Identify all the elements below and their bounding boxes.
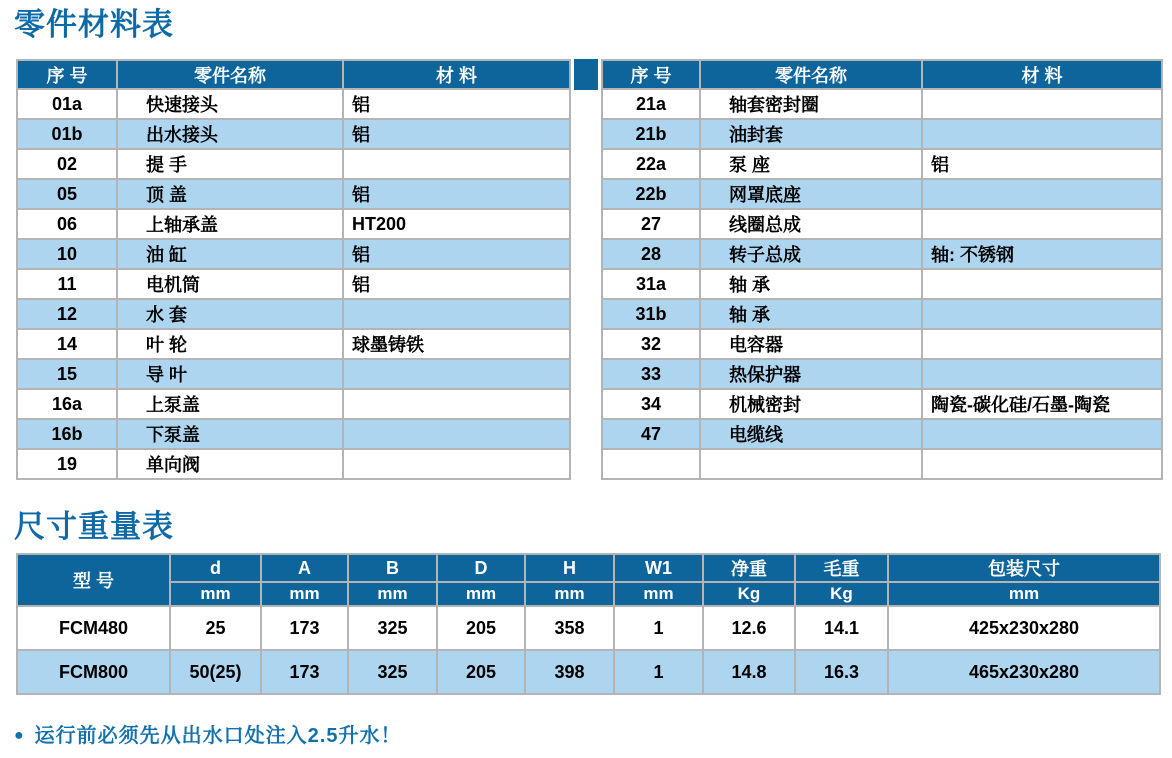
cell-serial-number: 15 — [17, 359, 117, 389]
cell-part-name: 轴 承 — [700, 269, 922, 299]
parts-row — [17, 119, 570, 149]
cell-value: 25 — [170, 606, 261, 650]
cell-part-name — [700, 449, 922, 479]
cell-material — [922, 329, 1162, 359]
cell-serial-number: 14 — [17, 329, 117, 359]
cell-part-name: 油封套 — [700, 119, 922, 149]
cell-material — [343, 389, 570, 419]
cell-value: 173 — [261, 606, 348, 650]
parts-table-right — [601, 59, 1163, 480]
cell-part-name: 上泵盖 — [117, 389, 343, 419]
cell-model: FCM800 — [17, 650, 170, 694]
cell-serial-number — [602, 449, 700, 479]
cell-serial-number: 06 — [17, 209, 117, 239]
unit-h: mm — [525, 582, 614, 606]
cell-material — [922, 179, 1162, 209]
cell-material: 铝 — [343, 179, 570, 209]
parts-row — [17, 269, 570, 299]
cell-part-name: 泵 座 — [700, 149, 922, 179]
cell-material: 铝 — [343, 89, 570, 119]
cell-part-name: 电机筒 — [117, 269, 343, 299]
col-header-name: 零件名称 — [700, 60, 922, 89]
cell-part-name: 上轴承盖 — [117, 209, 343, 239]
cell-serial-number: 32 — [602, 329, 700, 359]
col-header-w1: W1 — [614, 554, 703, 582]
cell-material — [922, 419, 1162, 449]
parts-table-left — [16, 59, 571, 480]
cell-material: 陶瓷-碳化硅/石墨-陶瓷 — [922, 389, 1162, 419]
parts-row — [602, 269, 1162, 299]
dimensions-weight-table — [16, 553, 1161, 695]
cell-serial-number: 10 — [17, 239, 117, 269]
table-gap-header-block — [574, 59, 598, 90]
cell-material — [343, 449, 570, 479]
cell-part-name: 下泵盖 — [117, 419, 343, 449]
cell-part-name: 轴 承 — [700, 299, 922, 329]
parts-row — [602, 89, 1162, 119]
cell-material: 铝 — [922, 149, 1162, 179]
col-header-b: B — [348, 554, 437, 582]
parts-row — [602, 359, 1162, 389]
dimensions-row — [17, 606, 1160, 650]
col-header-no: 序 号 — [602, 60, 700, 89]
cell-material — [922, 209, 1162, 239]
cell-material — [343, 149, 570, 179]
warning-note — [14, 719, 1172, 748]
cell-material — [922, 89, 1162, 119]
cell-part-name: 油 缸 — [117, 239, 343, 269]
parts-row — [17, 149, 570, 179]
cell-value: 14.1 — [795, 606, 888, 650]
col-header-net-weight: 净重 — [703, 554, 795, 582]
bullet-icon: ● — [14, 727, 25, 745]
parts-row — [17, 179, 570, 209]
col-header-package-size: 包装尺寸 — [888, 554, 1160, 582]
cell-value: 358 — [525, 606, 614, 650]
cell-part-name: 水 套 — [117, 299, 343, 329]
parts-row — [602, 209, 1162, 239]
col-header-gross-weight: 毛重 — [795, 554, 888, 582]
cell-material — [922, 449, 1162, 479]
cell-serial-number: 16a — [17, 389, 117, 419]
cell-material — [922, 359, 1162, 389]
cell-material — [922, 299, 1162, 329]
dimensions-table-title: 尺寸重量表 — [14, 509, 174, 545]
col-header-material: 材 料 — [343, 60, 570, 89]
col-header-d: d — [170, 554, 261, 582]
cell-serial-number: 47 — [602, 419, 700, 449]
cell-part-name: 轴套密封圈 — [700, 89, 922, 119]
cell-part-name: 单向阀 — [117, 449, 343, 479]
cell-part-name: 转子总成 — [700, 239, 922, 269]
cell-part-name: 网罩底座 — [700, 179, 922, 209]
cell-part-name: 导 叶 — [117, 359, 343, 389]
cell-part-name: 线圈总成 — [700, 209, 922, 239]
parts-row — [602, 239, 1162, 269]
col-header-material: 材 料 — [922, 60, 1162, 89]
header-row — [17, 60, 570, 89]
cell-serial-number: 16b — [17, 419, 117, 449]
cell-part-name: 出水接头 — [117, 119, 343, 149]
cell-serial-number: 21a — [602, 89, 700, 119]
cell-part-name: 提 手 — [117, 149, 343, 179]
cell-serial-number: 22a — [602, 149, 700, 179]
cell-value: 205 — [437, 650, 525, 694]
cell-value: 325 — [348, 606, 437, 650]
cell-part-name: 热保护器 — [700, 359, 922, 389]
parts-row — [17, 329, 570, 359]
cell-material: 球墨铸铁 — [343, 329, 570, 359]
cell-serial-number: 01b — [17, 119, 117, 149]
parts-row — [17, 239, 570, 269]
unit-gross-weight: Kg — [795, 582, 888, 606]
parts-row — [602, 449, 1162, 479]
parts-row — [602, 329, 1162, 359]
unit-d: mm — [170, 582, 261, 606]
cell-serial-number: 02 — [17, 149, 117, 179]
warning-note-text: 运行前必须先从出水口处注入2.5升水！ — [34, 725, 402, 748]
parts-row — [602, 179, 1162, 209]
cell-part-name: 电缆线 — [700, 419, 922, 449]
cell-material — [343, 419, 570, 449]
cell-serial-number: 19 — [17, 449, 117, 479]
cell-serial-number: 33 — [602, 359, 700, 389]
header-row — [602, 60, 1162, 89]
cell-material: 轴: 不锈钢 — [922, 239, 1162, 269]
cell-material: 铝 — [343, 239, 570, 269]
cell-serial-number: 05 — [17, 179, 117, 209]
unit-b: mm — [348, 582, 437, 606]
cell-serial-number: 28 — [602, 239, 700, 269]
cell-serial-number: 31a — [602, 269, 700, 299]
dimensions-row — [17, 650, 1160, 694]
cell-part-name: 电容器 — [700, 329, 922, 359]
parts-table-title: 零件材料表 — [14, 7, 174, 42]
table-gap-column — [571, 59, 601, 90]
datasheet-page — [0, 6, 1172, 758]
cell-material: 铝 — [343, 119, 570, 149]
cell-part-name: 顶 盖 — [117, 179, 343, 209]
cell-material — [343, 359, 570, 389]
cell-value: 205 — [437, 606, 525, 650]
cell-value: 465x230x280 — [888, 650, 1160, 694]
cell-value: 325 — [348, 650, 437, 694]
cell-part-name: 机械密封 — [700, 389, 922, 419]
cell-serial-number: 01a — [17, 89, 117, 119]
cell-value: 425x230x280 — [888, 606, 1160, 650]
col-header-name: 零件名称 — [117, 60, 343, 89]
col-header-dd: D — [437, 554, 525, 582]
cell-serial-number: 12 — [17, 299, 117, 329]
unit-a: mm — [261, 582, 348, 606]
cell-serial-number: 22b — [602, 179, 700, 209]
cell-value: 16.3 — [795, 650, 888, 694]
parts-row — [602, 119, 1162, 149]
col-header-a: A — [261, 554, 348, 582]
parts-row — [17, 449, 570, 479]
cell-serial-number: 21b — [602, 119, 700, 149]
cell-serial-number: 27 — [602, 209, 700, 239]
col-header-no: 序 号 — [17, 60, 117, 89]
unit-w1: mm — [614, 582, 703, 606]
cell-value: 398 — [525, 650, 614, 694]
cell-value: 173 — [261, 650, 348, 694]
cell-material: HT200 — [343, 209, 570, 239]
parts-row — [17, 209, 570, 239]
header-row-units — [17, 582, 1160, 606]
cell-value: 12.6 — [703, 606, 795, 650]
cell-value: 1 — [614, 650, 703, 694]
parts-material-table — [16, 59, 1159, 480]
cell-material: 铝 — [343, 269, 570, 299]
cell-serial-number: 11 — [17, 269, 117, 299]
parts-row — [602, 389, 1162, 419]
parts-row — [17, 389, 570, 419]
cell-value: 50(25) — [170, 650, 261, 694]
cell-material — [922, 119, 1162, 149]
parts-row — [17, 89, 570, 119]
unit-dd: mm — [437, 582, 525, 606]
cell-serial-number: 34 — [602, 389, 700, 419]
parts-row — [17, 419, 570, 449]
col-header-model: 型 号 — [17, 554, 170, 606]
cell-part-name: 叶 轮 — [117, 329, 343, 359]
cell-part-name: 快速接头 — [117, 89, 343, 119]
header-row-labels — [17, 554, 1160, 582]
parts-row — [602, 419, 1162, 449]
cell-value: 14.8 — [703, 650, 795, 694]
unit-net-weight: Kg — [703, 582, 795, 606]
cell-material — [343, 299, 570, 329]
cell-serial-number: 31b — [602, 299, 700, 329]
cell-model: FCM480 — [17, 606, 170, 650]
unit-package-size: mm — [888, 582, 1160, 606]
cell-value: 1 — [614, 606, 703, 650]
parts-row — [17, 359, 570, 389]
col-header-h: H — [525, 554, 614, 582]
parts-row — [602, 299, 1162, 329]
parts-row — [602, 149, 1162, 179]
cell-material — [922, 269, 1162, 299]
parts-row — [17, 299, 570, 329]
